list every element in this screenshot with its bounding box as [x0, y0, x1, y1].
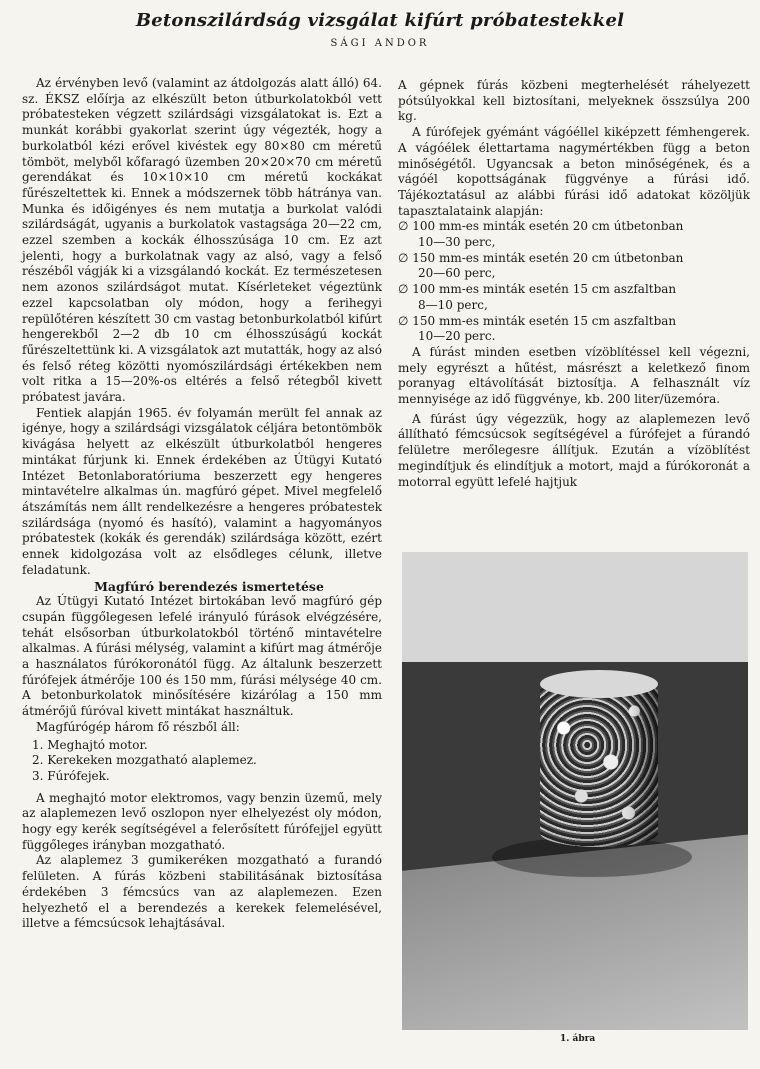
list-item: ∅ 150 mm-es minták esetén 20 cm útbetonban: [398, 250, 684, 265]
list-item: ∅ 150 mm-es minták esetén 15 cm aszfaltban: [398, 313, 677, 328]
concrete-core-top: [540, 670, 658, 698]
paragraph-procedure: A fúrást úgy végezzük, hogy az alaplemezen levő állítható fémcsúcsok segítségével a fúrófejet a fúrandó felületre merőlegesre állítjuk. Ezután a vízöblítést megindítjuk és elindítjuk a motort, majd a fúrókoronát a motorral együtt lefelé hajtjuk: [398, 411, 750, 489]
paragraph-water-flushing: A fúrást minden esetben vízöblítéssel kell végezni, mely egyrészt a hűtést, másrészt a keletkező finom poranyag eltávolítását biztosítja. A felhasznált víz mennyisége az idő függvénye, kb. 200 liter/üzemóra.: [398, 344, 750, 407]
paragraph-parts-intro: Magfúrógép három fő részből áll:: [36, 719, 240, 734]
paragraph-baseplate: Az alaplemez 3 gumikeréken mozgatható a furandó felületen. A fúrás közbeni stabilitásának biztosítása érdekében 3 fémcsúcs van az alaplemezen. Ezen helyezhető el a berendezés a kerekek felemelésével, illetve a fémcsúcsok lehajtásával.: [22, 853, 382, 931]
parts-list: [22, 738, 382, 785]
right-column: [398, 78, 750, 490]
list-item: ∅ 100 mm-es minták esetén 15 cm aszfaltban: [398, 282, 677, 297]
paragraph-weights: A gépnek fúrás közbeni megterhelését ráhelyezett pótsúlyokkal kell biztosítani, melyeknek összsúlya 200 kg.: [398, 78, 750, 124]
article-title: Betonszilárdság vizsgálat kifúrt próbatestekkel: [135, 10, 625, 31]
list-item: 10—30 perc,: [418, 235, 496, 250]
figure-caption: 1. ábra: [560, 1034, 596, 1044]
figure-photo: [402, 552, 748, 1030]
list-item: 2. Kerekeken mozgatható alaplemez.: [32, 753, 257, 768]
list-item: ∅ 100 mm-es minták esetén 20 cm útbetonban: [398, 219, 684, 234]
left-column: [22, 76, 382, 932]
section-heading: Magfúró berendezés ismertetése: [94, 578, 324, 594]
drilling-time-list: [398, 219, 750, 345]
concrete-core-sample: [540, 677, 658, 847]
list-item: 3. Fúrófejek.: [32, 768, 110, 783]
list-item: 10—20 perc.: [418, 329, 496, 344]
list-item: 8—10 perc,: [418, 297, 488, 312]
paragraph-equipment: Az Útügyi Kutató Intézet birtokában levő magfúró gép csupán függőlegesen lefelé irányuló fúrások elvégzésére, tehát elsősorban útburkolatokból történő mintavételre alkalmas. A fúrási mélység, valamint a kifúrt mag átmérője a használatos fúrókoronától függ. Az általunk beszerzett fúrófejek átmérője 100 és 150 mm, fúrási mélysége 40 cm. A betonburkolatok minősítésére kizárólag a 150 mm átmérőjű fúróval kivett mintákat használtuk.: [22, 594, 382, 719]
paragraph-drill-heads: A fúrófejek gyémánt vágóéllel kiképzett fémhengerek. A vágóélek élettartama nagymértékben függ a beton minőségétől. Ugyancsak a beton minőségének, és a vágóél kopottságának függvénye a fúrási idő. Tájékoztatásul az alábbi fúrási idő adatokat közöljük tapasztalataink alapján:: [398, 125, 750, 218]
author-name: SÁGI ANDOR: [330, 38, 430, 49]
paragraph-motor: A meghajtó motor elektromos, vagy benzin üzemű, mely az alaplemezen levő oszlopon nyer elhelyezést oly módon, hogy egy kerék segítségével a felerősített fúrófejjel együtt függőleges irányban mozgatható.: [22, 790, 382, 852]
list-item: 1. Meghajtó motor.: [32, 737, 148, 752]
paragraph-motivation: Fentiek alapján 1965. év folyamán merült fel annak az igénye, hogy a szilárdsági vizsgálatok céljára betontömbök kivágása helyett az elkészült útburkolatból hengeres mintákat fúrjunk ki. Ennek érdekében az Útügyi Kutató Intézet Betonlaboratóriuma beszerzett egy hengeres mintavételre alkalmas ún. magfúró gépet. Mivel megfelelő átszámítás nem állt rendelkezésre a hengeres próbatestek szilárdsága (nyomó és hasító), valamint a hagyományos próbatestek (kokák és gerendák) szilárdsága között, ezért ennek kidolgozása volt az elsődleges célunk, illetve feladatunk.: [22, 405, 382, 577]
list-item: 20—60 perc,: [418, 266, 496, 281]
paragraph-intro: Az érvényben levő (valamint az átdolgozás alatt álló) 64. sz. ÉKSZ előírja az elkészült beton útburkolatokból vett próbatesteken végzett szilárdsági vizsgálatokat is. Ezt a munkát korábbi gyakorlat szerint úgy végezték, hogy a burkolatból kézi erővel kivéstek egy 80×80 cm méretű tömböt, melyből kőfaragó üzemben 20×20×70 cm méretű gerendákat és 10×10×10 cm méretű kockákat fűrészeltettek ki. Ennek a módszernek több hátránya van. Munka és időigényes és nem mutatja a burkolat valódi szilárdságát, ugyanis a burkolatok vastagsága 20—22 cm, ezzel szemben a kockák élhosszúsága 10 cm. Ez azt jelenti, hogy a burkolatnak vagy az alsó, vagy a felső részéből vágják ki a vizsgálandó kockát. Ez természetesen nem azonos szilárdságot mutat. Kísérleteket végeztünk ezzel kapcsolatban oly módon, hogy a ferihegyi repülőtéren készített 30 cm vastag betonburkolatból kifúrt hengerekből 2—2 db 10 cm élhosszúságú kockát fűrészeltettünk ki. A vizsgálatok azt mutatták, hogy az alsó és felső réteg közötti nyomószilárdsági értékekben nem volt ritka a 15—20%-os eltérés a felső rétegből kivett próbatest javára.: [22, 76, 382, 405]
